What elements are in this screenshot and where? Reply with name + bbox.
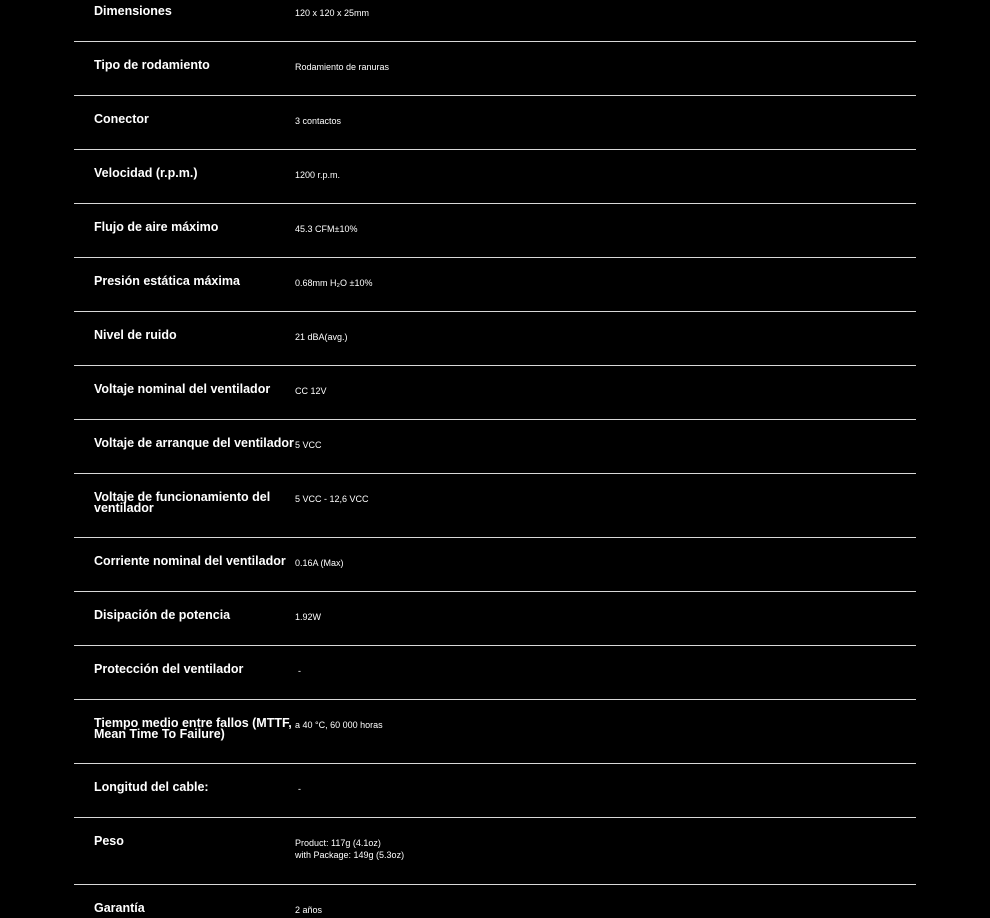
spec-label: Corriente nominal del ventilador xyxy=(94,554,286,568)
spec-row-flujo-aire xyxy=(74,204,916,258)
spec-label: Garantía xyxy=(94,901,145,915)
spec-row-corriente-nominal xyxy=(74,538,916,592)
spec-value: a 40 °C, 60 000 horas xyxy=(295,720,383,730)
spec-label: Longitud del cable: xyxy=(94,780,209,794)
spec-value-line: with Package: 149g (5.3oz) xyxy=(295,850,405,860)
spec-value: 3 contactos xyxy=(295,116,342,126)
spec-value: 0.68mm H₂O ±10% xyxy=(295,278,373,288)
spec-row-velocidad xyxy=(74,150,916,204)
spec-label: Flujo de aire máximo xyxy=(94,220,219,234)
spec-label: Nivel de ruido xyxy=(94,328,177,342)
spec-row-longitud-cable xyxy=(74,764,916,818)
spec-label: Presión estática máxima xyxy=(94,274,240,288)
spec-value-line: Product: 117g (4.1oz) xyxy=(295,838,381,848)
spec-label: Voltaje de arranque del ventilador xyxy=(94,436,294,450)
spec-value: 21 dBA(avg.) xyxy=(295,332,348,342)
spec-label: Protección del ventilador xyxy=(94,662,244,676)
spec-row-nivel-ruido xyxy=(74,312,916,366)
spec-value: Rodamiento de ranuras xyxy=(295,62,390,72)
spec-label: Dimensiones xyxy=(94,4,172,18)
spec-row-voltaje-funcionamiento xyxy=(74,474,916,538)
spec-label: Tipo de rodamiento xyxy=(94,58,210,72)
spec-row-presion-estatica xyxy=(74,258,916,312)
spec-value: 2 años xyxy=(295,905,323,915)
spec-label: Voltaje de funcionamiento del ventilador xyxy=(94,490,271,515)
spec-label: Velocidad (r.p.m.) xyxy=(94,166,198,180)
spec-row-conector xyxy=(74,96,916,150)
spec-row-voltaje-nominal xyxy=(74,366,916,420)
spec-value xyxy=(295,836,404,861)
spec-value: 1.92W xyxy=(295,612,322,622)
spec-row-garantia xyxy=(74,885,916,918)
spec-value: CC 12V xyxy=(295,386,327,396)
spec-row-peso xyxy=(74,818,916,885)
spec-row-proteccion xyxy=(74,646,916,700)
spec-label: Peso xyxy=(94,834,124,848)
spec-label: Disipación de potencia xyxy=(94,608,231,622)
spec-value: - xyxy=(298,666,301,676)
spec-value: 5 VCC xyxy=(295,440,322,450)
spec-value: - xyxy=(298,784,301,794)
spec-row-dimensiones xyxy=(74,0,916,42)
spec-value: 1200 r.p.m. xyxy=(295,170,341,180)
spec-value: 0.16A (Max) xyxy=(295,558,344,568)
spec-value: 5 VCC - 12,6 VCC xyxy=(295,494,369,504)
spec-label: Conector xyxy=(94,112,149,126)
spec-row-mttf xyxy=(74,700,916,764)
spec-value: 120 x 120 x 25mm xyxy=(295,8,370,18)
spec-label: Tiempo medio entre fallos (MTTF, Mean Time To Failure) xyxy=(94,716,292,741)
spec-row-voltaje-arranque xyxy=(74,420,916,474)
spec-label: Voltaje nominal del ventilador xyxy=(94,382,271,396)
spec-row-tipo-rodamiento xyxy=(74,42,916,96)
spec-table xyxy=(74,0,916,918)
spec-value: 45.3 CFM±10% xyxy=(295,224,358,234)
spec-row-disipacion xyxy=(74,592,916,646)
